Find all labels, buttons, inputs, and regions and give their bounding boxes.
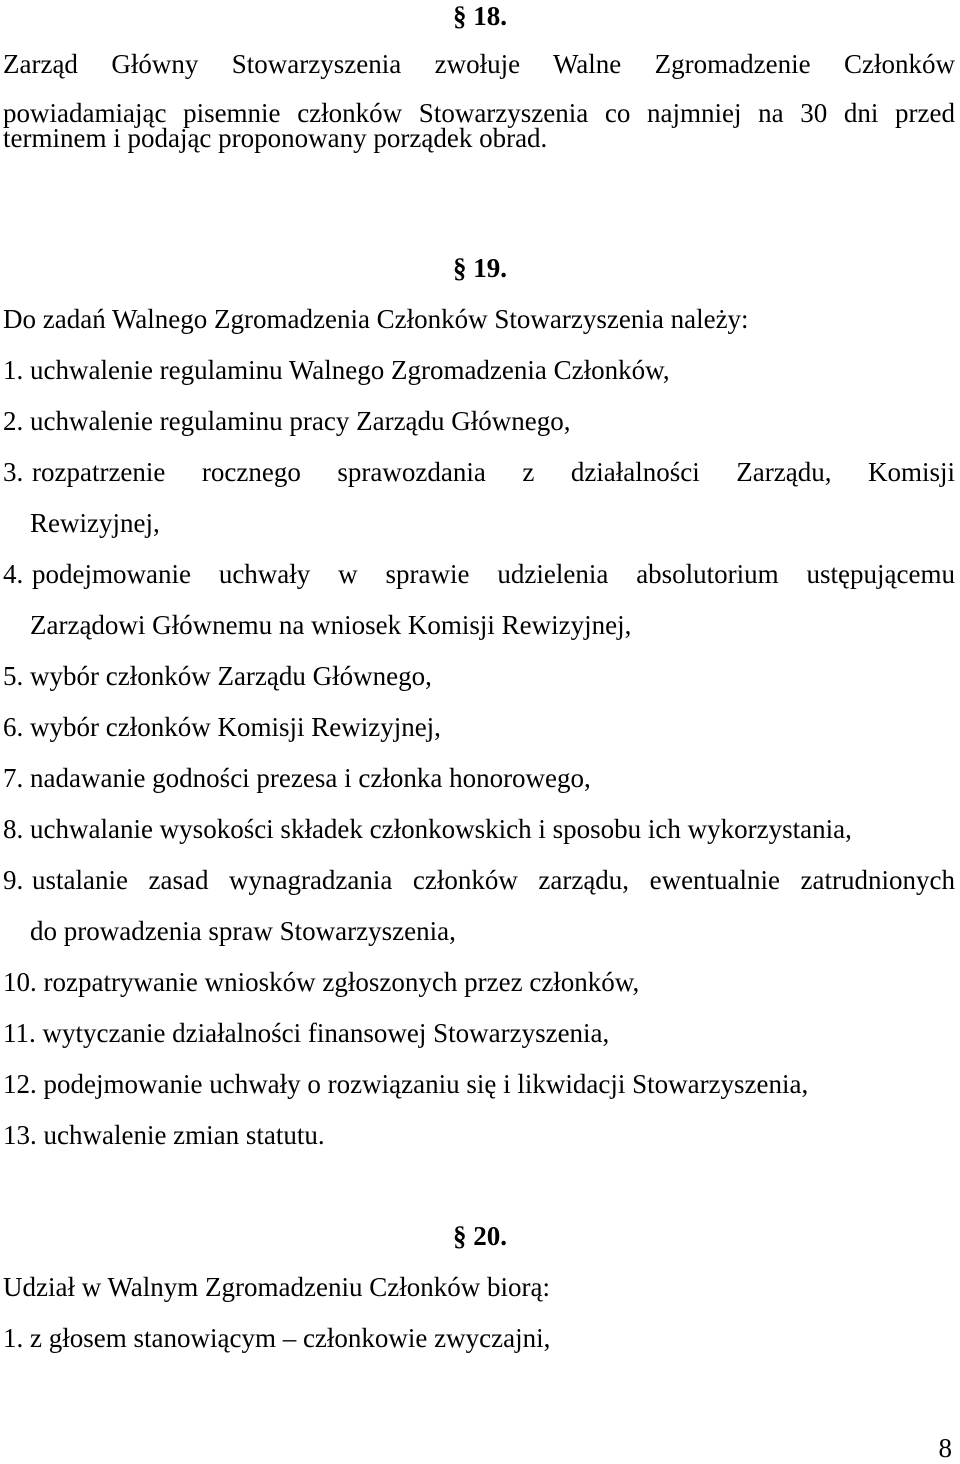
- section-19-heading: § 19.: [453, 253, 507, 283]
- list-item-continuation: do prowadzenia spraw Stowarzyszenia,: [30, 916, 456, 946]
- list-item: 1. uchwalenie regulaminu Walnego Zgromadzenia Członków,: [3, 355, 670, 385]
- list-item: 3. rozpatrzenie rocznego sprawozdania z działalności Zarządu, Komisji: [3, 457, 955, 487]
- list-item: 11. wytyczanie działalności finansowej Stowarzyszenia,: [3, 1018, 610, 1048]
- section-20-heading: § 20.: [453, 1221, 507, 1251]
- section-20-intro: Udział w Walnym Zgromadzeniu Członków biorą:: [3, 1272, 550, 1302]
- list-item: 10. rozpatrywanie wniosków zgłoszonych przez członków,: [3, 967, 640, 997]
- list-item: 4. podejmowanie uchwały w sprawie udzielenia absolutorium ustępującemu: [3, 559, 955, 589]
- list-item-continuation: Zarządowi Głównemu na wniosek Komisji Rewizyjnej,: [30, 610, 632, 640]
- page-number: 8: [938, 1433, 952, 1463]
- list-item: 13. uchwalenie zmian statutu.: [3, 1120, 325, 1150]
- list-item: 1. z głosem stanowiącym – członkowie zwyczajni,: [3, 1323, 551, 1353]
- section-18-line-2: powiadamiając pisemnie członków Stowarzyszenia co najmniej na 30 dni przed: [3, 98, 955, 128]
- list-item-continuation: Rewizyjnej,: [30, 508, 160, 538]
- list-item: 5. wybór członków Zarządu Głównego,: [3, 661, 432, 691]
- list-item: 9. ustalanie zasad wynagradzania członków zarządu, ewentualnie zatrudnionych: [3, 865, 955, 895]
- section-18-line-3: terminem i podając proponowany porządek obrad.: [3, 123, 548, 153]
- section-18-line-1: Zarząd Główny Stowarzyszenia zwołuje Walne Zgromadzenie Członków: [3, 49, 955, 79]
- list-item: 2. uchwalenie regulaminu pracy Zarządu Głównego,: [3, 406, 571, 436]
- list-item: 6. wybór członków Komisji Rewizyjnej,: [3, 712, 441, 742]
- list-item: 12. podejmowanie uchwały o rozwiązaniu się i likwidacji Stowarzyszenia,: [3, 1069, 809, 1099]
- list-item: 8. uchwalanie wysokości składek członkowskich i sposobu ich wykorzystania,: [3, 814, 852, 844]
- section-18-heading: § 18.: [453, 1, 507, 31]
- section-19-intro: Do zadań Walnego Zgromadzenia Członków Stowarzyszenia należy:: [3, 304, 749, 334]
- list-item: 7. nadawanie godności prezesa i członka honorowego,: [3, 763, 591, 793]
